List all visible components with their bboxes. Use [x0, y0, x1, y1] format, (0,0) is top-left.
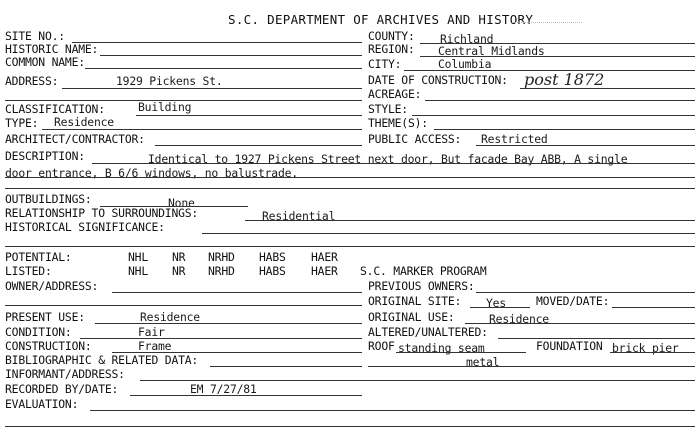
address-label: ADDRESS:: [5, 74, 59, 88]
moved-date-label: MOVED/DATE:: [536, 294, 610, 308]
significance-rule-2: [5, 246, 695, 247]
acreage-line: [425, 100, 695, 101]
style-line: [412, 115, 695, 116]
description-label: DESCRIPTION:: [5, 149, 85, 163]
roof-line-2: [368, 366, 695, 367]
relationship-line: [245, 220, 695, 221]
header-dotted-rule: [512, 22, 582, 23]
condition-label: CONDITION:: [5, 325, 72, 339]
classification-label: CLASSIFICATION:: [5, 102, 105, 116]
relationship-label: RELATIONSHIP TO SURROUNDINGS:: [5, 206, 199, 220]
listed-haer: HAER: [311, 264, 338, 278]
present-use-label: PRESENT USE:: [5, 310, 85, 324]
original-site-label: ORIGINAL SITE:: [368, 294, 462, 308]
outbuildings-label: OUTBUILDINGS:: [5, 192, 92, 206]
evaluation-line: [90, 410, 695, 411]
altered-label: ALTERED/UNALTERED:: [368, 325, 488, 339]
foundation-label: FOUNDATION: [536, 339, 603, 353]
condition-value: Fair: [138, 325, 165, 339]
listed-nrhd: NRHD: [208, 264, 235, 278]
date-line: [520, 88, 695, 89]
roof-line: [396, 352, 526, 353]
date-of-construction-value: post 1872: [524, 70, 605, 89]
site-no-line: [72, 42, 362, 43]
original-site-value: Yes: [486, 296, 506, 310]
informant-line: [140, 380, 695, 381]
potential-haer: HAER: [311, 250, 338, 264]
historic-name-label: HISTORIC NAME:: [5, 42, 99, 56]
present-use-value: Residence: [140, 310, 200, 324]
roof-value-2: metal: [466, 355, 500, 369]
type-label: TYPE:: [5, 116, 39, 130]
acreage-label: ACREAGE:: [368, 87, 422, 101]
potential-nhl: NHL: [128, 250, 148, 264]
present-use-line: [95, 323, 362, 324]
relationship-value: Residential: [262, 209, 336, 223]
previous-owners-line: [476, 292, 695, 293]
classification-line: [136, 115, 362, 116]
evaluation-line-2: [5, 426, 695, 427]
moved-date-line: [612, 307, 695, 308]
architect-label: ARCHITECT/CONTRACTOR:: [5, 132, 145, 146]
themes-line: [434, 129, 695, 130]
description-rule-3: [5, 188, 695, 189]
style-label: STYLE:: [368, 102, 408, 116]
historic-name-line: [100, 55, 362, 56]
listed-nr: NR: [172, 264, 186, 278]
type-line: [42, 129, 362, 130]
outbuildings-value: None: [168, 196, 195, 210]
classification-value: Building: [138, 100, 192, 114]
description-rule-1: [92, 163, 695, 164]
listed-nhl: NHL: [128, 264, 148, 278]
public-access-label: PUBLIC ACCESS:: [368, 132, 462, 146]
county-value: Richland: [440, 32, 494, 46]
bibliographic-label: BIBLIOGRAPHIC & RELATED DATA:: [5, 353, 199, 367]
description-rule-2: [5, 177, 695, 178]
region-value: Central Midlands: [438, 44, 545, 58]
owner-address-label: OWNER/ADDRESS:: [5, 279, 99, 293]
potential-nrhd: NRHD: [208, 250, 235, 264]
construction-value: Frame: [138, 339, 172, 353]
description-line-1: Identical to 1927 Pickens Street next door, But facade Bay ABB, A single: [148, 152, 628, 166]
address-value: 1929 Pickens St.: [116, 74, 223, 88]
construction-label: CONSTRUCTION:: [5, 339, 92, 353]
address-line: [62, 88, 362, 89]
historical-significance-label: HISTORICAL SIGNIFICANCE:: [5, 220, 165, 234]
owner-address-line-2: [5, 305, 362, 306]
original-use-line: [465, 323, 695, 324]
city-label: CITY:: [368, 57, 402, 71]
public-access-value: Restricted: [481, 132, 548, 146]
architect-line: [155, 145, 362, 146]
region-label: REGION:: [368, 42, 415, 56]
listed-habs: HABS: [259, 264, 286, 278]
city-value: Columbia: [438, 57, 492, 71]
previous-owners-label: PREVIOUS OWNERS:: [368, 279, 475, 293]
roof-value-1: standing seam: [398, 341, 485, 355]
common-name-label: COMMON NAME:: [5, 55, 85, 69]
original-site-line: [470, 307, 530, 308]
potential-habs: HABS: [259, 250, 286, 264]
county-label: COUNTY:: [368, 29, 415, 43]
evaluation-label: EVALUATION:: [5, 397, 79, 411]
informant-label: INFORMANT/ADDRESS:: [5, 367, 125, 381]
foundation-line: [610, 352, 695, 353]
recorded-by-label: RECORDED BY/DATE:: [5, 382, 119, 396]
description-line-2: door entrance, B 6/6 windows, no balustrade.: [5, 166, 298, 180]
common-name-line: [85, 68, 362, 69]
potential-nr: NR: [172, 250, 186, 264]
form-title: S.C. DEPARTMENT OF ARCHIVES AND HISTORY: [228, 12, 534, 27]
roof-label: ROOF: [368, 339, 395, 353]
bibliographic-line: [210, 366, 362, 367]
original-use-value: Residence: [489, 312, 549, 326]
condition-line: [80, 338, 362, 339]
potential-label: POTENTIAL:: [5, 250, 72, 264]
recorded-by-line: [130, 395, 362, 396]
significance-line: [202, 233, 695, 234]
owner-address-line: [112, 292, 362, 293]
recorded-by-value: EM 7/27/81: [190, 382, 257, 396]
original-use-label: ORIGINAL USE:: [368, 310, 455, 324]
public-access-line: [476, 145, 695, 146]
marker-program-label: S.C. MARKER PROGRAM: [360, 264, 487, 278]
date-of-construction-label: DATE OF CONSTRUCTION:: [368, 73, 508, 87]
listed-label: LISTED:: [5, 264, 52, 278]
site-no-label: SITE NO.:: [5, 29, 65, 43]
foundation-value: brick pier: [612, 341, 679, 355]
themes-label: THEME(S):: [368, 116, 428, 130]
type-value: Residence: [54, 115, 114, 129]
